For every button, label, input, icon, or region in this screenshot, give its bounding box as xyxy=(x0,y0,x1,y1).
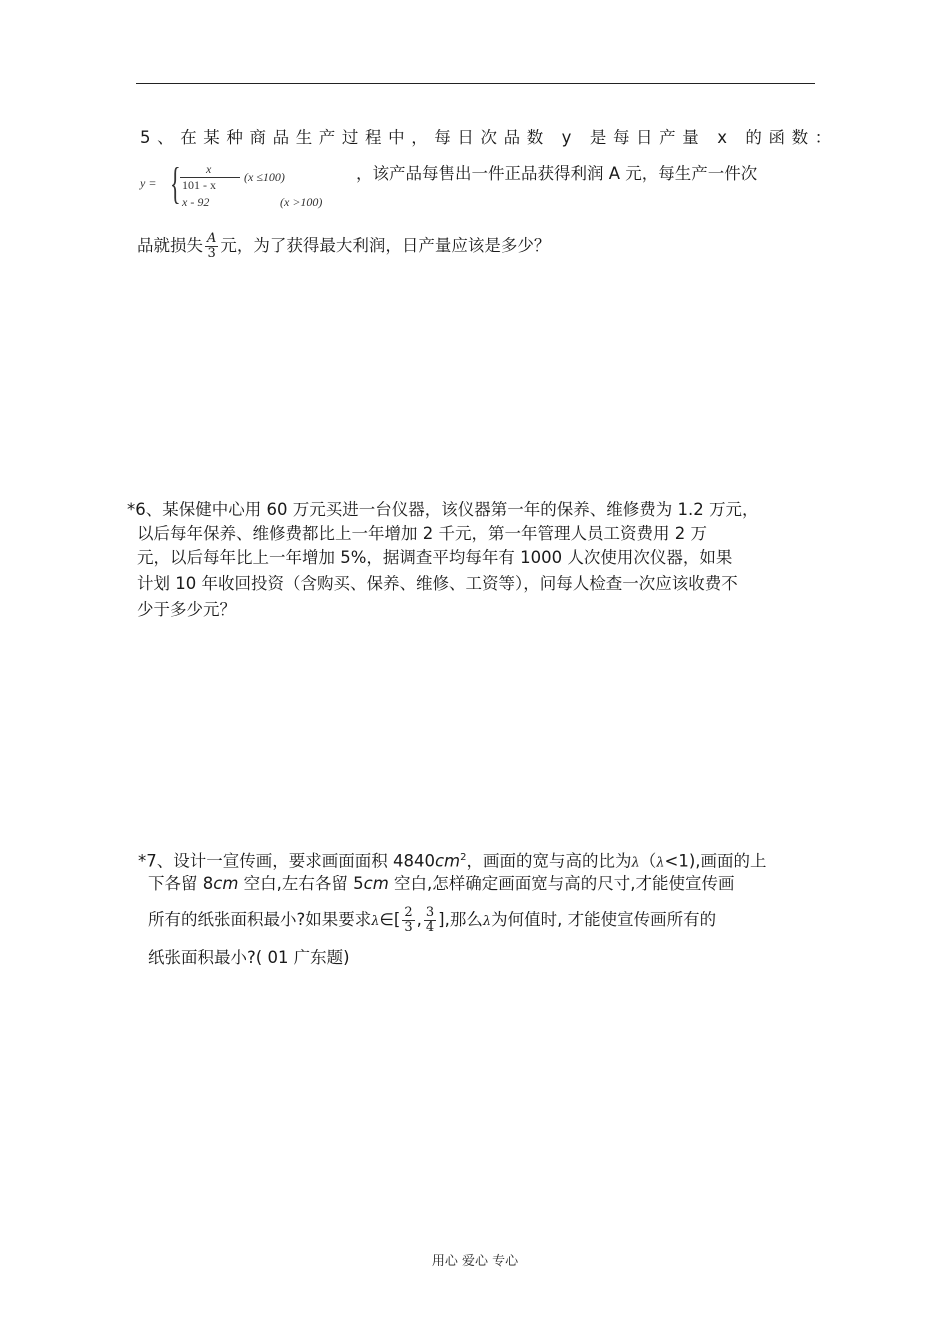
fraction-3-over-4 xyxy=(424,906,436,935)
q7-line-2 xyxy=(148,872,735,896)
q7-l2-c: 空白,怎样确定画面宽与高的尺寸,才能使宣传画 xyxy=(388,874,735,893)
q5-line-3 xyxy=(137,232,550,261)
q5-piecewise-formula xyxy=(140,160,362,214)
header-rule xyxy=(136,83,815,84)
q5-line-3-b: 元，为了获得最大利润，日产量应该是多少？ xyxy=(220,236,551,255)
q7-l2-a: 下各留 8 xyxy=(148,874,214,893)
q7-line-4: 纸张面积最小?( 01 广东题) xyxy=(148,948,350,967)
comma: , xyxy=(416,910,422,929)
frac-num: A xyxy=(207,231,217,246)
element-of: ∈[ xyxy=(379,910,401,929)
q6-line-4: 计划 10 年收回投资（含购买、保养、维修、工资等），问每人检查一次应该收费不 xyxy=(137,574,738,593)
q6-line-2: 以后每年保养、维修费都比上一年增加 2 千元，第一年管理人员工资费用 2 万 xyxy=(137,524,707,543)
frac-den: 4 xyxy=(425,920,435,935)
q7-l3-b: ],那么 xyxy=(438,910,483,929)
formula-cond-1: (x ≤100) xyxy=(244,170,285,184)
q7-l1-d: <1),画面的上 xyxy=(664,851,767,871)
q5-line-3-a: 品就损失 xyxy=(137,236,203,255)
q7-l1-b: ，画面的宽与高的比为 xyxy=(466,851,632,871)
unit-cm: cm xyxy=(363,874,389,893)
fraction-a-over-3 xyxy=(205,232,218,261)
q7-l2-b: 空白,左右各留 5 xyxy=(238,874,364,893)
q7-l3-c: 为何值时, 才能使宣传画所有的 xyxy=(491,910,717,929)
q5-line-2: ，该产品每售出一件正品获得利润 A 元，每生产一件次 xyxy=(356,164,758,183)
frac-num: 3 xyxy=(425,905,435,920)
q6-line-1: *6、某保健中心用 60 万元买进一台仪器，该仪器第一年的保养、维修费为 1.2 万元， xyxy=(127,500,759,519)
q7-l1-a: *7、设计一宣传画，要求画面面积 4840 xyxy=(138,851,435,871)
page-footer: 用心 爱心 专心 xyxy=(431,1254,519,1269)
q6-line-5: 少于多少元？ xyxy=(137,600,236,619)
lambda-symbol: λ xyxy=(631,855,640,871)
formula-brace: { xyxy=(170,159,181,208)
frac-den: 3 xyxy=(205,246,218,261)
frac-den: 3 xyxy=(404,920,413,935)
unit-cm: cm xyxy=(213,874,239,893)
lambda-symbol: λ xyxy=(371,914,380,929)
frac-num: 2 xyxy=(404,905,413,920)
unit-square: 2 xyxy=(460,852,467,863)
fraction-2-over-3 xyxy=(402,906,414,935)
unit-cm: cm xyxy=(434,851,461,871)
q7-l3-a: 所有的纸张面积最小?如果要求 xyxy=(148,910,372,929)
lambda-symbol: λ xyxy=(656,855,665,871)
formula-lhs: y = xyxy=(140,176,157,190)
q7-l1-c: （ xyxy=(639,851,657,871)
formula-num: x xyxy=(206,162,212,176)
formula-case-2: x - 92 xyxy=(182,195,210,209)
formula-den: 101 - x xyxy=(182,178,216,192)
q5-line-1: 5、在某种商品生产过程中，每日次品数 y 是每日产量 x 的函数： xyxy=(140,128,838,147)
q7-line-3 xyxy=(148,906,716,935)
formula-cond-2: (x >100) xyxy=(280,195,323,209)
q6-line-3: 元，以后每年比上一年增加 5%，据调查平均每年有 1000 人次使用次仪器，如果 xyxy=(137,548,733,567)
lambda-symbol: λ xyxy=(482,914,492,929)
